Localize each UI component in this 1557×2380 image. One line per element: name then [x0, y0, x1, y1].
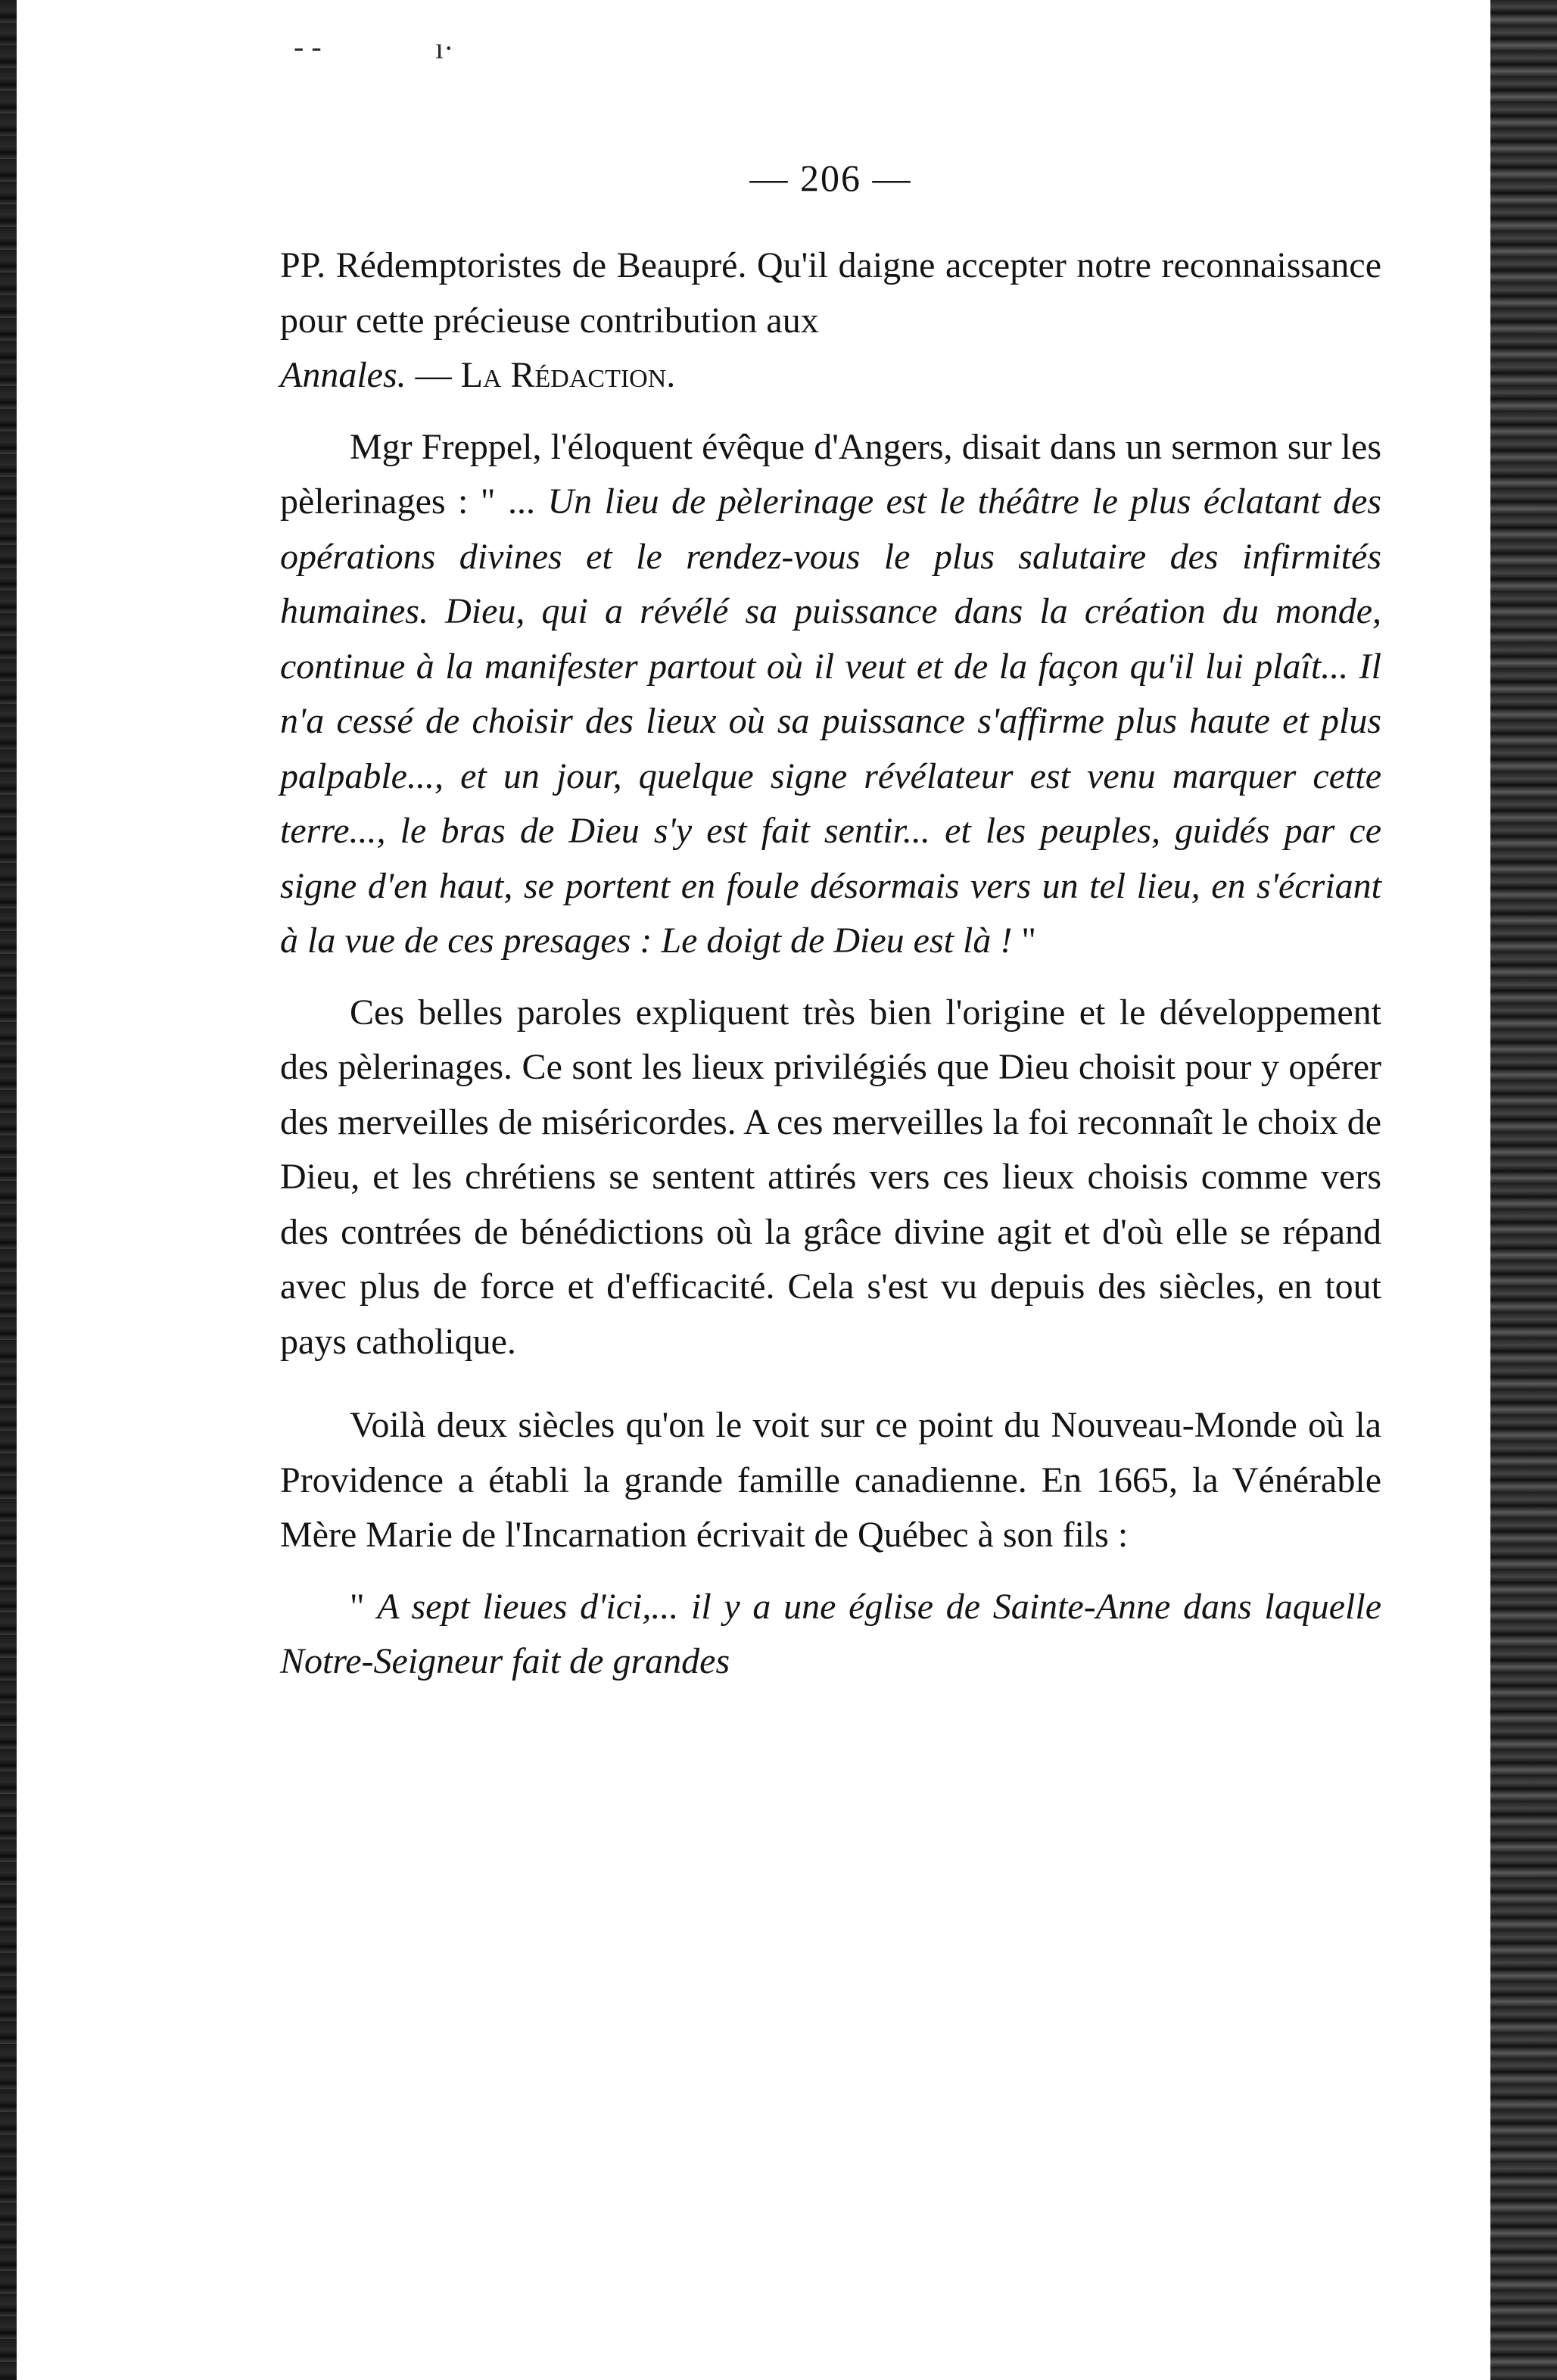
paragraph-freppel [280, 420, 1381, 969]
freppel-quotation: Un lieu de pèlerinage est le théâtre le plus éclatant des opérations divines et le rendez-vous le plus salutaire des infirmités humaines. Dieu, qui a révélé sa puissance dans la création du monde, continue à la manifester partout où il veut et de la façon qu'il lui plaît... Il n'a cessé de choisir des lieux où sa puissance s'affirme plus haute et plus palpable..., et un jour, quelque signe révélateur est venu marquer cette terre..., le bras de Dieu s'y est fait sentir... et les peuples, guidés par ce signe d'en haut, se portent en foule désormais vers un tel lieu, en s'écriant à la vue de ces presages : Le doigt de Dieu est là ! [280, 481, 1382, 961]
signature-separator: — [406, 355, 461, 395]
editorial-signature: La Rédaction. [460, 355, 676, 395]
opening-quote-mark: " [350, 1586, 378, 1627]
scan-speck: ı· [435, 31, 454, 65]
freppel-intro: Mgr Freppel, l'éloquent évêque d'Angers, disait dans un sermon sur les pèlerinages : " ... [280, 426, 1381, 522]
scan-edge-right [1490, 0, 1557, 2380]
paragraph-marie-incarnation-quote [280, 1580, 1381, 1690]
paragraph-pilgrimages: Ces belles paroles expliquent très bien l'origine et le développement des pèlerinages. Ce sont les lieux privilégiés que Dieu choisit pour y opérer des merveilles de miséricordes. A ces merveilles la foi reconnaît le choix de Dieu, et les chrétiens se sentent attirés vers ces lieux choisis comme vers des contrées de bénédictions où la grâce divine agit et d'où elle se répand avec plus de force et d'efficacité. Cela s'est vu depuis des siècles, en tout pays catholique. [280, 992, 1381, 1362]
paragraph-new-world: Voilà deux siècles qu'on le voit sur ce point du Nouveau-Monde où la Providence a établi la grande famille canadienne. En 1665, la Vénérable Mère Marie de l'Incarnation écrivait de Québec à son fils : [280, 1405, 1381, 1555]
scan-speck: - - [294, 30, 322, 64]
paragraph-acknowledgement [280, 238, 1381, 403]
page-number: — 206 — [749, 157, 912, 199]
closing-quote-mark: " [1012, 921, 1036, 961]
scan-edge-left [0, 0, 17, 2380]
book-page [280, 155, 1381, 1690]
acknowledgement-text: PP. Rédemptoristes de Beaupré. Qu'il daigne accepter notre reconnaissance pour cette précieuse contribution aux [280, 245, 1381, 341]
incarnation-quotation: A sept lieues d'ici,... il y a une église de Sainte-Anne dans laquelle Notre-Seigneur fait de grandes [280, 1586, 1382, 1681]
annales-word: Annales. [280, 355, 406, 395]
